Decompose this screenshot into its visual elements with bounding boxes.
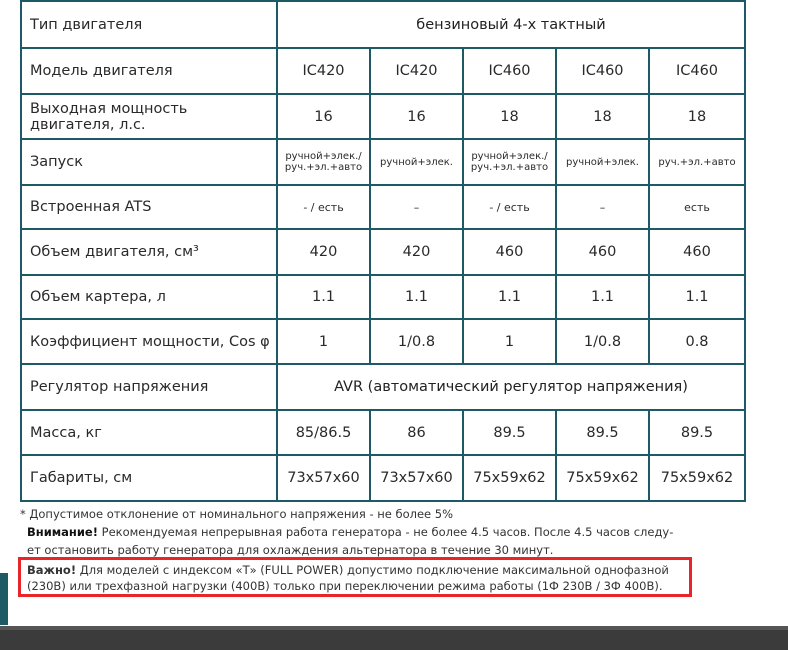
attention-text-line-1: Рекомендуемая непрерывная работа генератора - не более 4.5 часов. После 4.5 часов следу- xyxy=(97,525,674,539)
row-label: Коэффициент мощности, Cos φ xyxy=(21,319,277,364)
value-cell xyxy=(277,139,370,185)
merged-value-cell: AVR (автоматический регулятор напряжения) xyxy=(277,364,745,410)
value-cell: 75x59x62 xyxy=(649,455,745,501)
table-row xyxy=(21,139,745,185)
value-cell-line: ручной+элек. xyxy=(380,156,453,168)
footer-shade xyxy=(0,626,788,630)
value-cell-line: руч.+эл.+авто xyxy=(284,162,363,173)
value-cell: – xyxy=(370,185,463,229)
value-cell: 89.5 xyxy=(463,410,556,455)
value-cell: IC460 xyxy=(649,48,745,94)
specifications-table xyxy=(20,0,746,502)
value-cell: 420 xyxy=(277,229,370,275)
row-label: Запуск xyxy=(21,139,277,185)
table-row xyxy=(21,364,745,410)
row-label: Выходная мощность двигателя, л.с. xyxy=(21,94,277,139)
table-row xyxy=(21,410,745,455)
value-cell: IC420 xyxy=(277,48,370,94)
value-cell: 1.1 xyxy=(463,275,556,319)
row-label: Габариты, см xyxy=(21,455,277,501)
value-cell: 73x57x60 xyxy=(370,455,463,501)
value-cell xyxy=(370,139,463,185)
important-warning-box xyxy=(18,557,692,597)
warning-text-line-1: Для моделей с индексом «Т» (FULL POWER) допустимо подключение максимальной однофазной xyxy=(76,563,669,577)
merged-value-cell: бензиновый 4-х тактный xyxy=(277,1,745,48)
table-row xyxy=(21,275,745,319)
value-cell: 0.8 xyxy=(649,319,745,364)
table-row xyxy=(21,455,745,501)
value-cell: 75x59x62 xyxy=(556,455,649,501)
attention-label: Внимание! xyxy=(27,525,98,539)
table-row xyxy=(21,185,745,229)
table-row xyxy=(21,319,745,364)
value-cell: 18 xyxy=(556,94,649,139)
value-cell-line: руч.+эл.+авто xyxy=(470,162,549,173)
value-cell: IC420 xyxy=(370,48,463,94)
value-cell: 85/86.5 xyxy=(277,410,370,455)
value-cell: 460 xyxy=(649,229,745,275)
value-cell: IC460 xyxy=(556,48,649,94)
value-cell: IC460 xyxy=(463,48,556,94)
value-cell: 420 xyxy=(370,229,463,275)
value-cell-line: ручной+элек. xyxy=(566,156,639,168)
notes-block xyxy=(20,505,720,559)
value-cell: 1.1 xyxy=(277,275,370,319)
value-cell: 16 xyxy=(277,94,370,139)
value-cell: 73x57x60 xyxy=(277,455,370,501)
value-cell: – xyxy=(556,185,649,229)
table-row xyxy=(21,1,745,48)
table-row xyxy=(21,229,745,275)
value-cell: 89.5 xyxy=(556,410,649,455)
tolerance-note: * Допустимое отклонение от номинального напряжения - не более 5% xyxy=(20,507,454,521)
value-cell: 460 xyxy=(463,229,556,275)
warning-text-line-2: (230В) или трехфазной нагрузки (400В) только при переключении режима работы (1Ф 230В / 3Ф 400В). xyxy=(27,579,663,593)
value-cell: - / есть xyxy=(463,185,556,229)
warning-line-1 xyxy=(27,562,683,578)
value-cell xyxy=(556,139,649,185)
row-label: Объем двигателя, см³ xyxy=(21,229,277,275)
row-label: Тип двигателя xyxy=(21,1,277,48)
value-cell: 460 xyxy=(556,229,649,275)
value-cell: 1.1 xyxy=(649,275,745,319)
row-label: Модель двигателя xyxy=(21,48,277,94)
row-label: Объем картера, л xyxy=(21,275,277,319)
value-cell-line: ручной+элек./ xyxy=(471,151,548,162)
value-cell: 1 xyxy=(277,319,370,364)
attention-note xyxy=(20,523,720,541)
value-cell: 89.5 xyxy=(649,410,745,455)
table-row xyxy=(21,94,745,139)
value-cell: 75x59x62 xyxy=(463,455,556,501)
value-cell: 1.1 xyxy=(556,275,649,319)
value-cell xyxy=(463,139,556,185)
value-cell: 86 xyxy=(370,410,463,455)
warning-label: Важно! xyxy=(27,563,77,577)
specifications-table-body xyxy=(21,1,745,501)
value-cell: 18 xyxy=(463,94,556,139)
value-cell: 1/0.8 xyxy=(370,319,463,364)
left-accent-bar xyxy=(0,573,8,625)
row-label: Масса, кг xyxy=(21,410,277,455)
value-cell-line: ручной+элек./ xyxy=(285,151,362,162)
value-cell: - / есть xyxy=(277,185,370,229)
value-cell: 16 xyxy=(370,94,463,139)
attention-text-line-2: ет остановить работу генератора для охлаждения альтернатора в течение 30 минут. xyxy=(27,543,554,557)
value-cell xyxy=(649,139,745,185)
value-cell: 18 xyxy=(649,94,745,139)
row-label: Встроенная ATS xyxy=(21,185,277,229)
value-cell: 1.1 xyxy=(370,275,463,319)
value-cell-line: руч.+эл.+авто xyxy=(658,156,736,168)
value-cell: 1 xyxy=(463,319,556,364)
value-cell: есть xyxy=(649,185,745,229)
table-row xyxy=(21,48,745,94)
value-cell: 1/0.8 xyxy=(556,319,649,364)
row-label: Регулятор напряжения xyxy=(21,364,277,410)
